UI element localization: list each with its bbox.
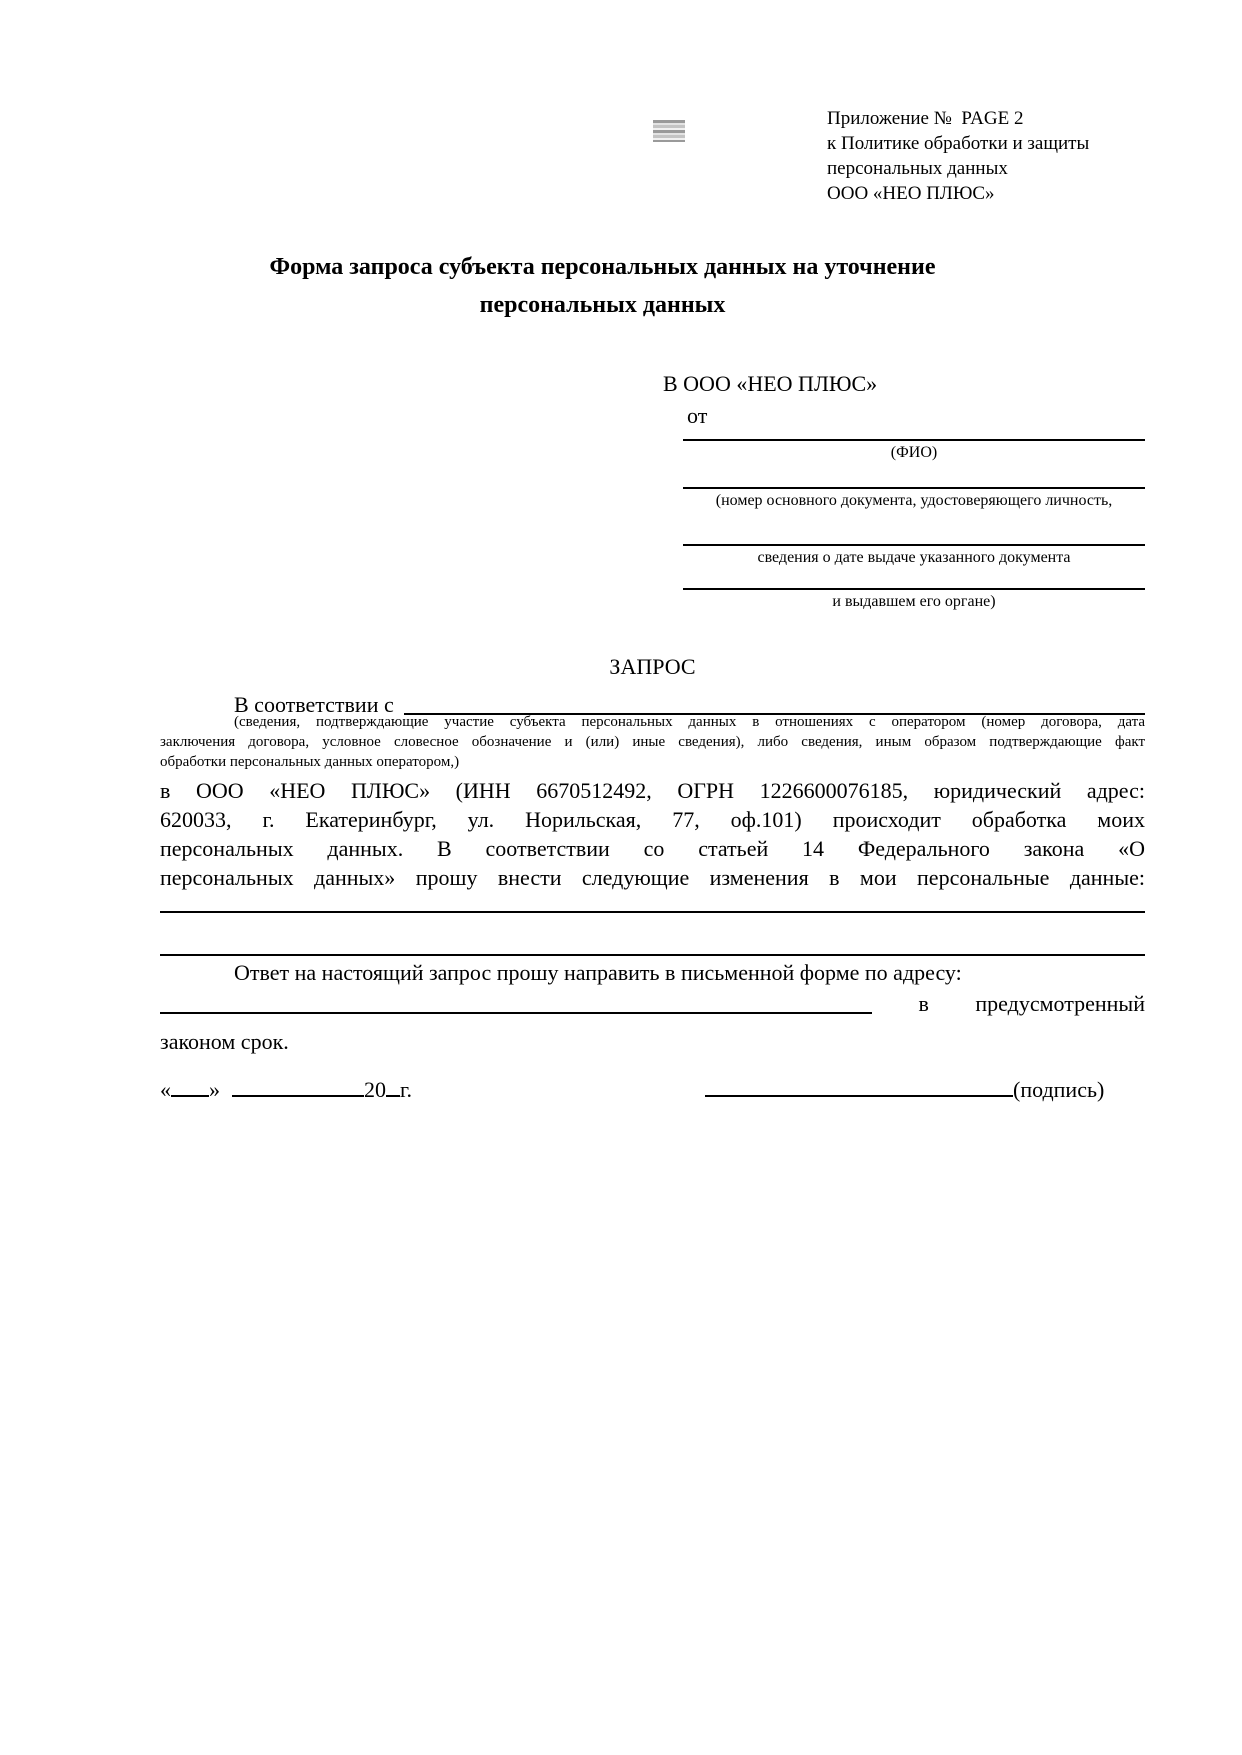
- in-word: в: [918, 991, 929, 1016]
- date-group: [160, 1075, 412, 1104]
- closing-text: законом срок.: [160, 1029, 289, 1054]
- appendix-header-line: персональных данных: [827, 158, 1008, 179]
- request-body-line: персональных данных. В соответствии со статьей 14 Федерального закона «О: [160, 836, 1145, 861]
- reply-sentence: Ответ на настоящий запрос прошу направить в письменной форме по адресу:: [234, 960, 962, 985]
- appendix-header-line: ООО «НЕО ПЛЮС»: [827, 183, 995, 204]
- fio-caption: (ФИО): [890, 444, 938, 461]
- form-title-line: персональных данных: [479, 292, 726, 318]
- issuing-authority-caption: и выдавшем его органе): [832, 593, 996, 610]
- basis-fine-print: [160, 712, 1145, 772]
- issue-date-field: [683, 544, 1145, 567]
- month-blank-line: [232, 1093, 364, 1097]
- appendix-header-line: к Политике обработки и защиты: [827, 133, 1090, 154]
- from-label: от: [687, 403, 708, 428]
- fine-print-line: (сведения, подтверждающие участие субъекта персональных данных в отношениях с оператором (номер договора, дата: [234, 714, 1145, 730]
- issue-date-caption: сведения о дате выдаче указанного документа: [757, 549, 1071, 566]
- request-body-line: персональных данных» прошу внести следующие изменения в мои персональные данные:: [160, 865, 1145, 890]
- field-code-artifact-icon: [653, 120, 685, 142]
- fio-field: [683, 439, 1145, 462]
- basis-intro-text: В соответствии с: [234, 692, 394, 717]
- addressee-org: В ООО «НЕО ПЛЮС»: [663, 371, 878, 396]
- signature-blank-line: [705, 1093, 1013, 1097]
- issuing-authority-field: [683, 588, 1145, 611]
- fine-print-line: заключения договора, условное словесное обозначение и (или) иные сведения), либо сведения, иным образом подтверждающие факт: [160, 734, 1145, 750]
- request-heading: ЗАПРОС: [609, 654, 696, 679]
- form-title: [160, 248, 1045, 324]
- appendix-header-line: Приложение № PAGE 2: [827, 108, 1024, 129]
- document-number-field: [683, 487, 1145, 510]
- year-suffix: г.: [400, 1077, 413, 1102]
- request-body: [160, 776, 1145, 892]
- document-number-caption: (номер основного документа, удостоверяющего личность,: [715, 492, 1113, 509]
- address-blank-line: [160, 1012, 872, 1014]
- fine-print-line: обработки персональных данных оператором,): [160, 754, 460, 770]
- day-blank-line: [171, 1093, 209, 1097]
- request-body-line: в ООО «НЕО ПЛЮС» (ИНН 6670512492, ОГРН 1226600076185, юридический адрес:: [160, 778, 1145, 803]
- year-blank-line: [386, 1093, 400, 1097]
- date-open-quote: «: [160, 1077, 171, 1102]
- signature-caption: (подпись): [1013, 1077, 1105, 1102]
- changes-blank-line-2: [160, 954, 1145, 956]
- reply-address-row: [160, 989, 1145, 1018]
- changes-blank-line-1: [160, 911, 1145, 913]
- form-title-line: Форма запроса субъекта персональных данных на уточнение: [269, 254, 936, 280]
- signature-group: [705, 1075, 1104, 1104]
- appendix-header: [827, 106, 1089, 206]
- date-close-quote: »: [209, 1077, 220, 1102]
- request-body-line: 620033, г. Екатеринбург, ул. Норильская, 77, оф.101) происходит обработка моих: [160, 807, 1145, 832]
- stipulated-word: предусмотренный: [975, 991, 1145, 1016]
- year-prefix: 20: [364, 1077, 386, 1102]
